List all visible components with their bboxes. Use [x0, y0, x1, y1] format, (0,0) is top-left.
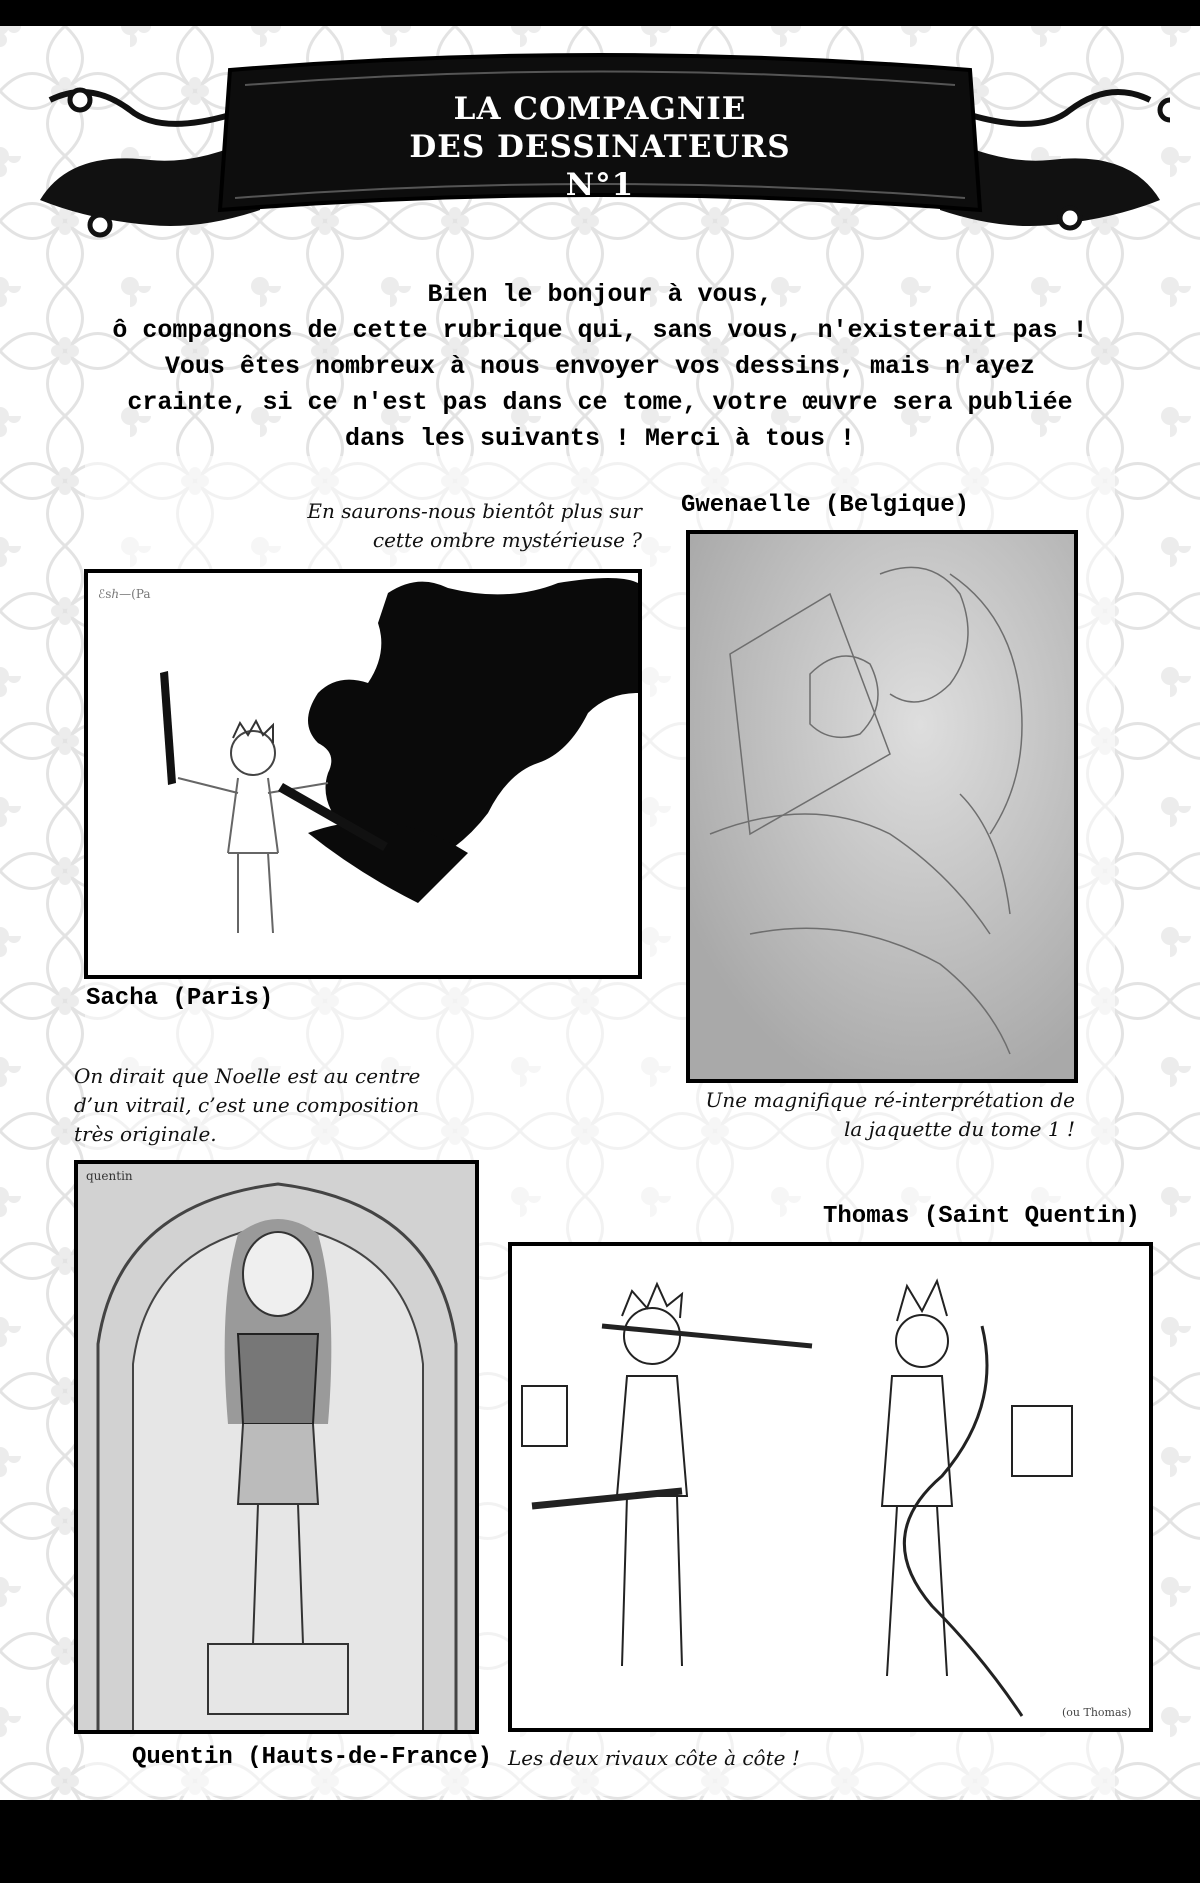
sacha-drawing-frame	[84, 569, 642, 979]
sacha-caption-line-2: cette ombre mystérieuse ?	[372, 528, 642, 552]
quentin-caption-line-2: d’un vitrail, c’est une composition	[74, 1093, 420, 1117]
title-line-2: DES DESSINATEURS N°1	[409, 129, 791, 203]
quentin-caption-line-1: On dirait que Noelle est au centre	[74, 1064, 421, 1088]
quentin-author: Quentin (Hauts-de-France)	[132, 1744, 493, 1771]
sacha-drawing	[88, 573, 638, 975]
quentin-caption-line-3: très originale.	[74, 1122, 217, 1146]
intro-line-5: dans les suivants ! Merci à tous !	[344, 424, 856, 453]
gwenaelle-author: Gwenaelle (Belgique)	[681, 492, 970, 519]
thomas-drawing-frame	[508, 1242, 1153, 1732]
thomas-caption: Les deux rivaux côte à côte !	[508, 1746, 800, 1770]
gwenaelle-caption-line-2: la jaquette du tome 1 !	[844, 1117, 1075, 1141]
quentin-caption	[74, 1062, 474, 1149]
top-black-border	[0, 0, 1200, 26]
quentin-drawing-frame	[74, 1160, 479, 1734]
gwenaelle-caption	[650, 1086, 1075, 1144]
thomas-author: Thomas (Saint Quentin)	[823, 1203, 1140, 1230]
intro-line-2: ô compagnons de cette rubrique qui, sans vous, n'existerait pas !	[112, 316, 1088, 345]
intro-line-1: Bien le bonjour à vous,	[427, 280, 773, 309]
intro-line-4: crainte, si ce n'est pas dans ce tome, votre œuvre sera publiée	[127, 388, 1073, 417]
svg-text:(ou Thomas): (ou Thomas)	[1062, 1706, 1132, 1719]
bottom-black-border	[0, 1800, 1200, 1883]
svg-text:ℰsℎ—(Pa: ℰsℎ—(Pa	[98, 587, 151, 601]
quentin-drawing	[78, 1164, 475, 1730]
gwenaelle-drawing	[690, 534, 1074, 1079]
gwenaelle-drawing-frame	[686, 530, 1078, 1083]
intro-line-3: Vous êtes nombreux à nous envoyer vos dessins, mais n'ayez	[164, 352, 1036, 381]
thomas-drawing	[512, 1246, 1149, 1728]
gwenaelle-caption-line-1: Une magnifique ré-interprétation de	[705, 1088, 1075, 1112]
sacha-caption	[280, 497, 642, 555]
sacha-caption-line-1: En saurons-nous bientôt plus sur	[307, 499, 642, 523]
sacha-author: Sacha (Paris)	[86, 985, 274, 1012]
intro-paragraph	[95, 277, 1105, 457]
svg-text:quentin: quentin	[86, 1169, 133, 1183]
page-title	[380, 90, 820, 204]
title-line-1: LA COMPAGNIE	[453, 91, 747, 127]
